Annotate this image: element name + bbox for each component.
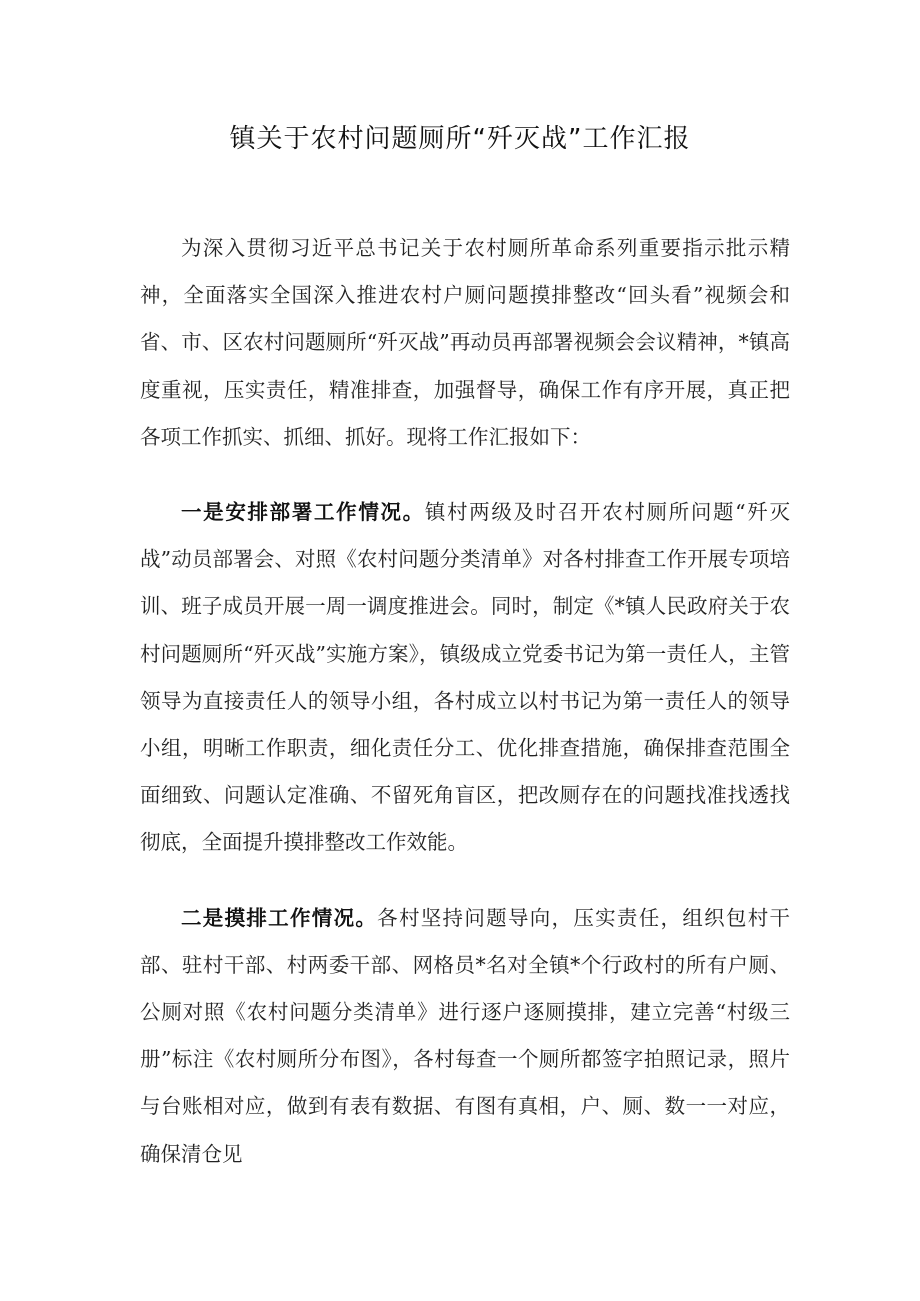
paragraph-deployment (140, 489, 790, 867)
document-title: 镇关于农村问题厕所“歼灭战”工作汇报 (229, 124, 691, 154)
paragraph-deployment-heading: 一是安排部署工作情况。 (181, 500, 425, 525)
document-body (140, 225, 790, 1206)
paragraph-survey (140, 895, 790, 1178)
paragraph-intro (140, 225, 790, 461)
paragraph-survey-heading: 二是摸排工作情况。 (181, 905, 378, 930)
paragraph-deployment-text: 镇村两级及时召开农村厕所问题“歼灭战”动员部署会、对照《农村问题分类清单》对各村排查工作开展专项培训、班子成员开展一周一调度推进会。同时，制定《*镇人民政府关于农村问题厕所“歼灭战”实施方案》，镇级成立党委书记为第一责任人，主管领导为直接责任人的领导小组，各村成立以村书记为第一责任人的领导小组，明晰工作职责，细化责任分工、优化排查措施，确保排查范围全面细致、问题认定准确、不留死角盲区，把改厕存在的问题找准找透找彻底，全面提升摸排整改工作效能。 (140, 500, 790, 855)
paragraph-survey-text: 各村坚持问题导向，压实责任，组织包村干部、驻村干部、村两委干部、网格员*名对全镇*个行政村的所有户厕、公厕对照《农村问题分类清单》进行逐户逐厕摸排，建立完善“村级三册”标注《农村厕所分布图》，各村每查一个厕所都签字拍照记录，照片与台账相对应，做到有表有数据、有图有真相，户、厕、数一一对应，确保清仓见 (140, 905, 791, 1166)
paragraph-intro-text: 为深入贯彻习近平总书记关于农村厕所革命系列重要指示批示精神，全面落实全国深入推进农村户厕问题摸排整改“回头看”视频会和省、市、区农村问题厕所“歼灭战”再动员再部署视频会会议精神，*镇高度重视，压实责任，精准排查，加强督导，确保工作有序开展，真正把各项工作抓实、抓细、抓好。现将工作汇报如下： (140, 236, 790, 449)
